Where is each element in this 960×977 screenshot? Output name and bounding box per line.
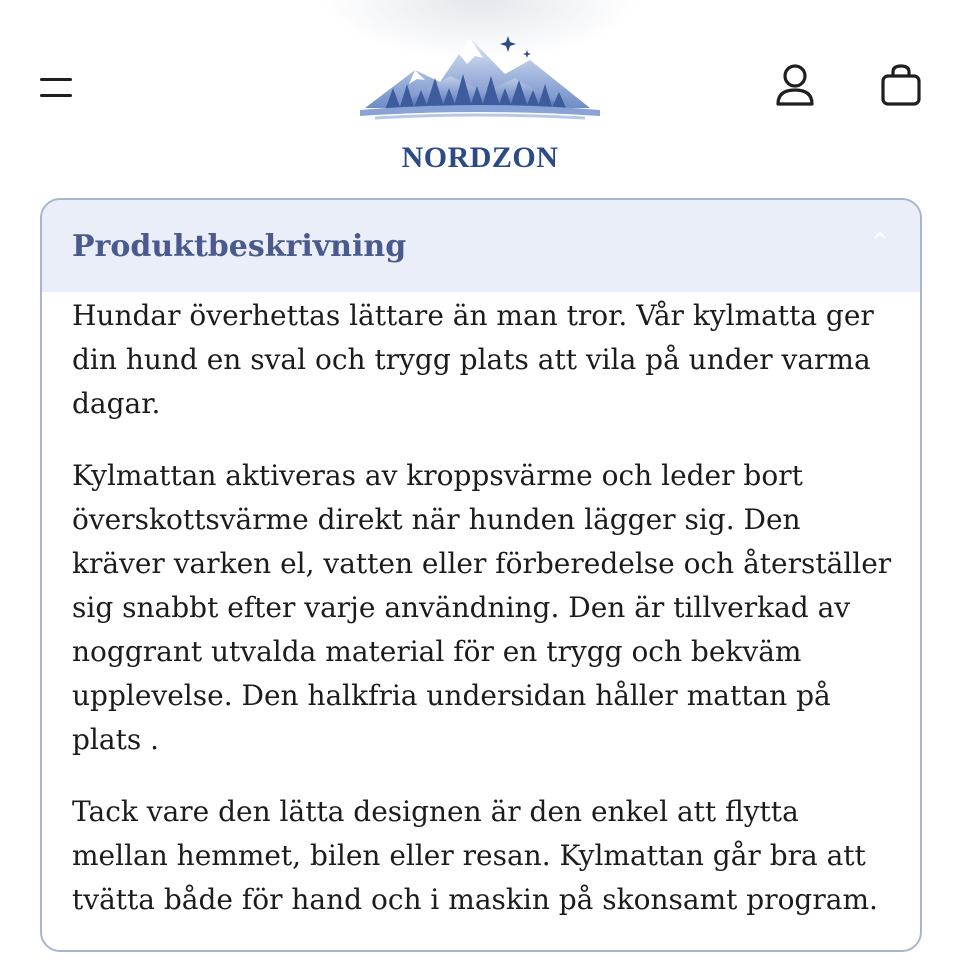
account-button[interactable] [770,62,820,110]
hamburger-menu-icon-line [40,94,72,97]
accordion-content [72,294,902,950]
accordion-header[interactable] [42,200,920,292]
description-paragraph: Tack vare den lätta designen är den enkel att flytta mellan hemmet, bilen eller resan. Kylmattan går bra att tvätta både för hand och i maskin på skonsamt program. [72,795,878,916]
hamburger-menu-icon [40,78,72,81]
description-paragraph: Hundar överhettas lättare än man tror. Vår kylmatta ger din hund en sval och trygg plats att vila på under varma dagar. [72,299,874,420]
chevron-up-icon [872,230,888,242]
description-paragraph: Kylmattan aktiveras av kroppsvärme och leder bort överskottsvärme direkt när hunden lägger sig. Den kräver varken el, vatten eller förberedelse och återställer sig snabbt efter varje användning. Den är tillverkad av noggrant utvalda material för en trygg och bekväm upplevelse. Den halkfria undersidan håller mattan på plats . [72,459,892,756]
site-header [0,0,960,190]
menu-button[interactable] [38,72,74,102]
brand-name: NORDZON [401,141,559,174]
user-icon [770,62,820,110]
product-description-accordion [40,198,922,952]
accordion-title: Produktbeskrivning [72,229,407,264]
cart-button[interactable] [875,60,927,112]
brand-logo[interactable] [355,30,605,174]
shopping-bag-icon [875,60,927,112]
mountain-logo-icon [355,30,605,140]
